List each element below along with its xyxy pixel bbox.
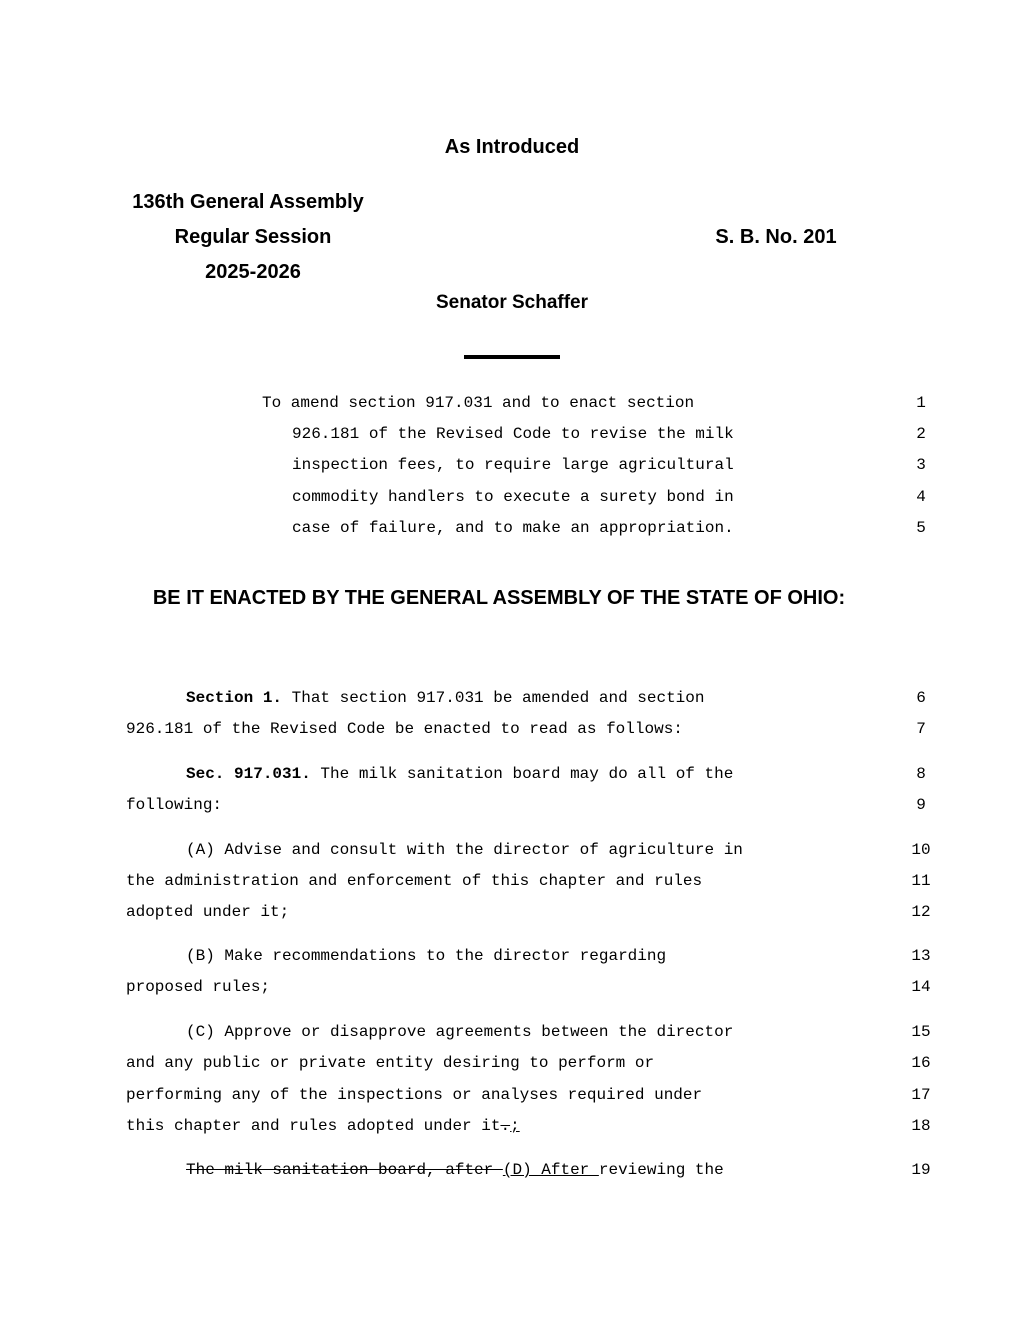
line-number: 7	[916, 720, 926, 738]
title-line: inspection fees, to require large agricultural	[292, 456, 734, 474]
bill-number: S. B. No. 201	[715, 226, 837, 248]
division-c-line: and any public or private entity desiring to perform or	[126, 1054, 655, 1072]
title-line: To amend section 917.031 and to enact section	[262, 394, 695, 412]
bill-status: As Introduced	[444, 136, 580, 158]
line-number: 5	[916, 519, 926, 537]
section-1-line-1	[186, 688, 704, 708]
line-number: 8	[916, 765, 926, 783]
division-a-line: the administration and enforcement of this chapter and rules	[126, 872, 703, 890]
division-b-line: proposed rules;	[126, 978, 271, 996]
line-number: 9	[916, 796, 926, 814]
line-number: 6	[916, 689, 926, 707]
inserted-text: (D) After	[502, 1161, 599, 1179]
division-d-text: reviewing the	[598, 1161, 724, 1179]
deleted-text: .	[500, 1117, 511, 1135]
line-number: 1	[916, 394, 926, 412]
line-number: 12	[911, 903, 931, 921]
session-type: Regular Session	[174, 226, 332, 248]
sec-917-031-line-2: following:	[126, 796, 223, 814]
line-number: 19	[911, 1161, 931, 1179]
header-divider	[464, 355, 560, 359]
session-years: 2025-2026	[205, 261, 301, 283]
division-c-line	[126, 1116, 520, 1136]
line-number: 15	[911, 1023, 931, 1041]
division-c-line: (C) Approve or disapprove agreements between the director	[186, 1023, 734, 1041]
division-b-line: (B) Make recommendations to the director regarding	[186, 947, 667, 965]
sec-917-031-line-1	[186, 764, 733, 784]
sec-917-031-label: Sec. 917.031.	[186, 765, 311, 783]
line-number: 4	[916, 488, 926, 506]
line-number: 13	[911, 947, 931, 965]
title-line: commodity handlers to execute a surety bond in	[292, 488, 734, 506]
line-number: 17	[911, 1086, 931, 1104]
title-line: case of failure, and to make an appropriation.	[292, 519, 734, 537]
line-number: 14	[911, 978, 931, 996]
line-number: 2	[916, 425, 926, 443]
division-a-line: adopted under it;	[126, 903, 290, 921]
division-d-line	[186, 1160, 724, 1180]
section-1-text: That section 917.031 be amended and section	[282, 689, 705, 707]
line-number: 3	[916, 456, 926, 474]
section-1-line-2: 926.181 of the Revised Code be enacted to read as follows:	[126, 720, 683, 738]
general-assembly: 136th General Assembly	[132, 191, 364, 213]
sponsor: Senator Schaffer	[435, 292, 589, 313]
line-number: 16	[911, 1054, 931, 1072]
division-c-text: this chapter and rules adopted under it	[126, 1117, 501, 1135]
sec-917-031-text: The milk sanitation board may do all of the	[310, 765, 734, 783]
division-c-line: performing any of the inspections or analyses required under	[126, 1086, 703, 1104]
line-number: 18	[911, 1117, 931, 1135]
line-number: 11	[911, 872, 931, 890]
section-1-label: Section 1.	[186, 689, 283, 707]
enacting-clause: BE IT ENACTED BY THE GENERAL ASSEMBLY OF THE STATE OF OHIO:	[152, 587, 846, 609]
deleted-text: The milk sanitation board, after	[186, 1161, 503, 1179]
line-number: 10	[911, 841, 931, 859]
title-line: 926.181 of the Revised Code to revise the milk	[292, 425, 734, 443]
inserted-text: ;	[510, 1117, 520, 1135]
division-a-line: (A) Advise and consult with the director of agriculture in	[186, 841, 743, 859]
